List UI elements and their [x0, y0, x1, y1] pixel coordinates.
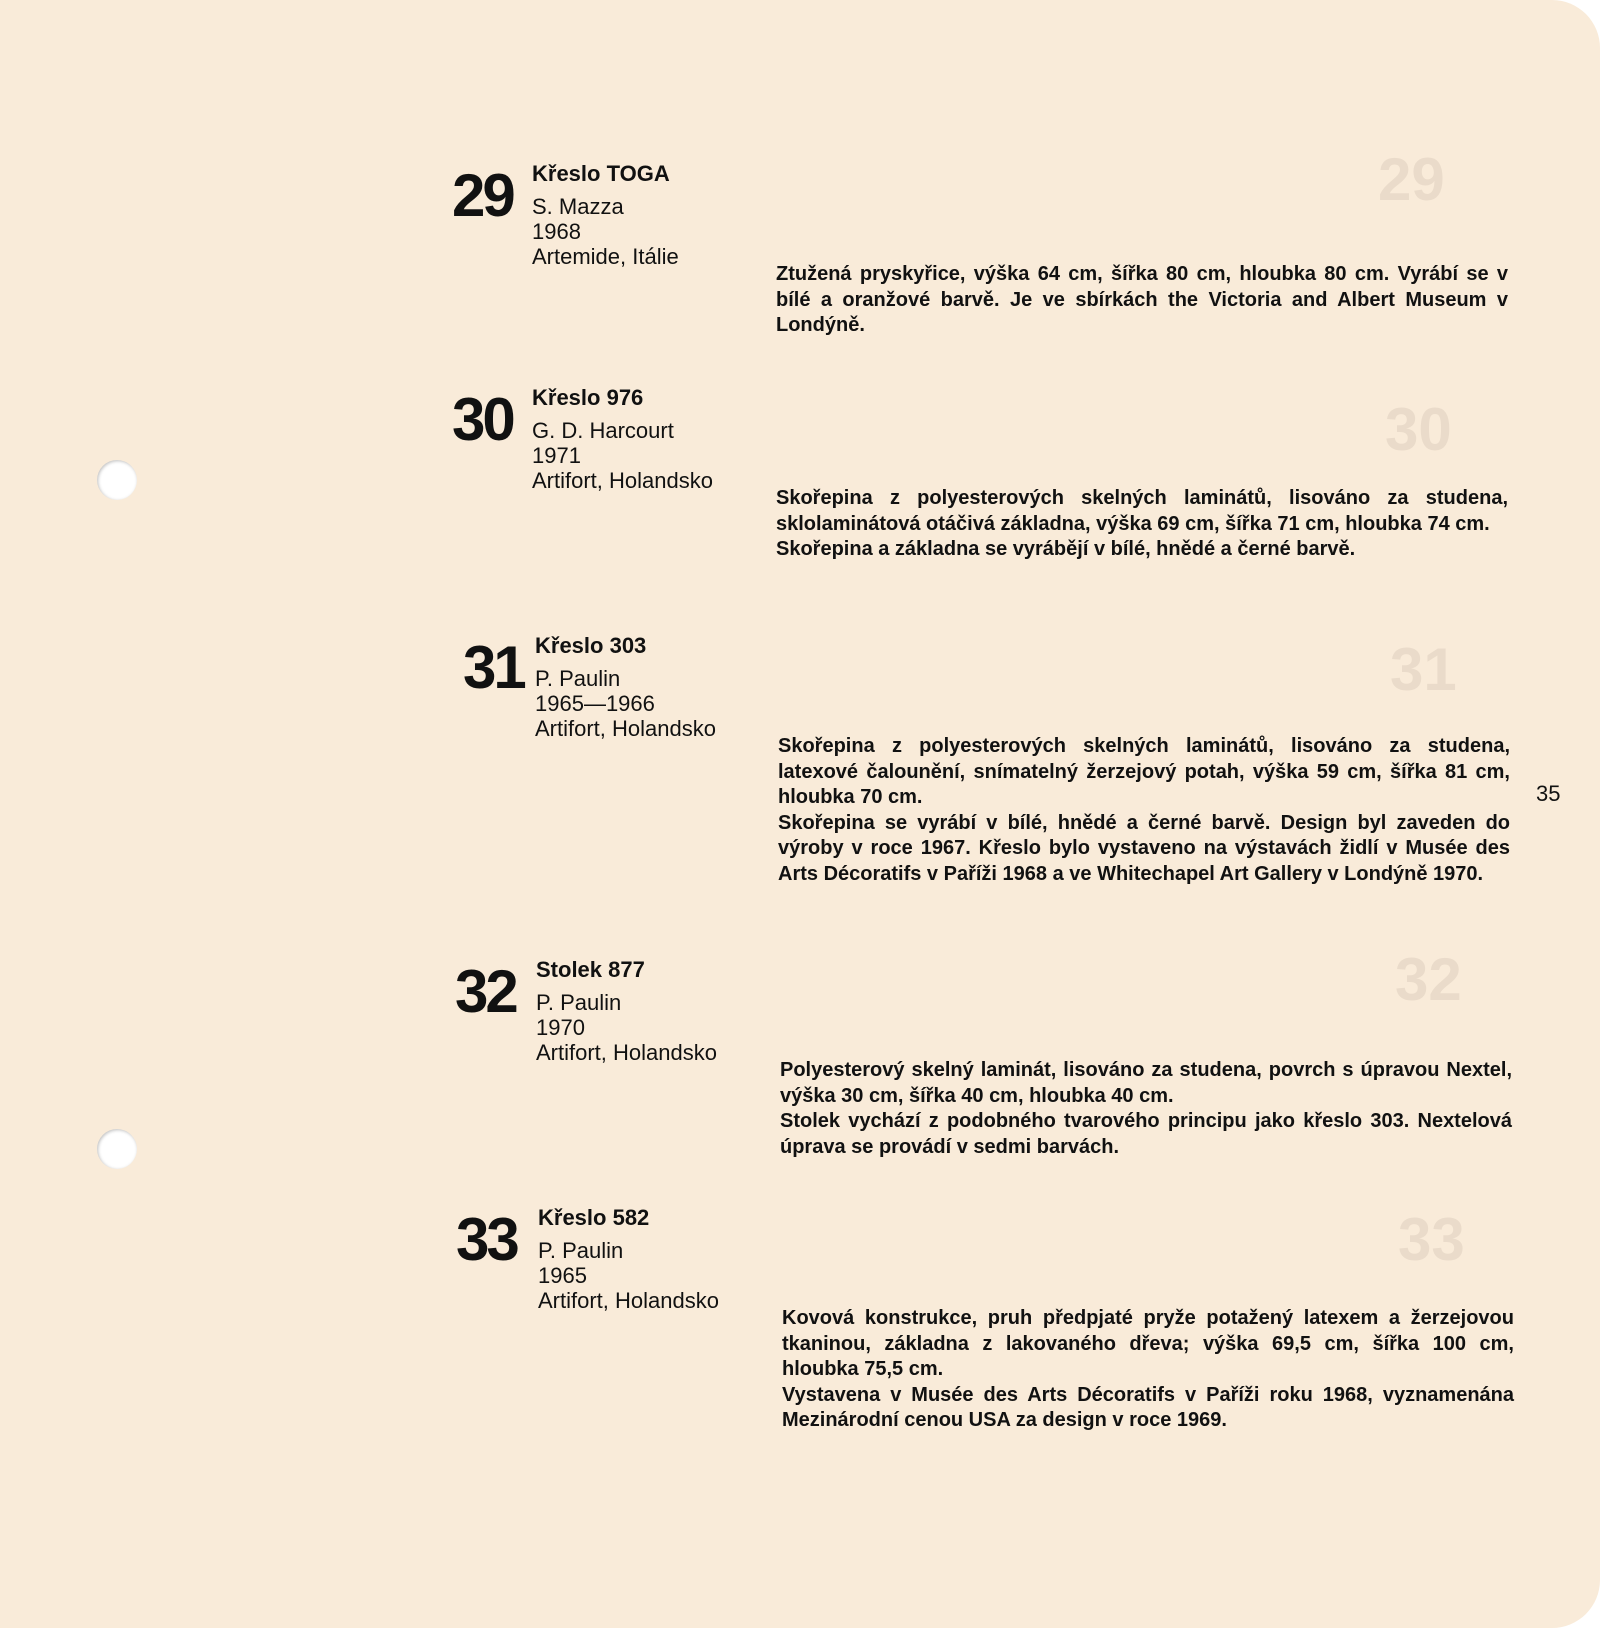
- entry-year: 1968: [532, 219, 581, 244]
- entry-description: [780, 1058, 1512, 1160]
- description-paragraph: Vystavena v Musée des Arts Décoratifs v Paříži roku 1968, vyznamenána Mezinárodní cenou USA za design v roce 1969.: [782, 1383, 1514, 1431]
- entry-designer: P. Paulin: [535, 666, 621, 691]
- entry-description: [778, 734, 1510, 887]
- entry-designer: P. Paulin: [536, 990, 622, 1015]
- description-paragraph: Ztužená pryskyřice, výška 64 cm, šířka 80 cm, hloubka 80 cm. Vyrábí se v bílé a oranžové barvě. Je ve sbírkách the Victoria and Albert Museum v Londýně.: [776, 263, 1508, 336]
- entry-number: 30: [452, 386, 513, 453]
- entry-year: 1970: [536, 1015, 585, 1040]
- entry-number: 29: [452, 162, 513, 229]
- entry-title: Stolek 877: [536, 957, 645, 982]
- description-paragraph: Kovová konstrukce, pruh předpjaté pryže potažený latexem a žerzejovou tkaninou, základna z lakovaného dřeva; výška 69,5 cm, šířka 100 cm, hloubka 75,5 cm.: [782, 1307, 1514, 1380]
- entry-meta: [538, 1204, 798, 1313]
- binder-hole-top: [97, 460, 137, 500]
- binder-hole-bottom: [97, 1129, 137, 1169]
- entry-meta: [532, 384, 792, 493]
- entry-meta: [532, 160, 792, 269]
- description-paragraph: Skořepina se vyrábí v bílé, hnědé a černé barvě. Design byl zaveden do výroby v roce 1967. Křeslo bylo vystaveno na výstavách židlí v Musée des Arts Décoratifs v Paříži 1968 a ve Whitechapel Art Gallery v Londýně 1970.: [778, 811, 1510, 885]
- entry-number: 32: [455, 958, 516, 1025]
- entry-title: Křeslo TOGA: [532, 161, 670, 186]
- entry-designer: S. Mazza: [532, 194, 624, 219]
- entry-number: 31: [463, 634, 524, 701]
- entry-meta: [535, 632, 795, 741]
- entry-maker: Artifort, Holandsko: [535, 716, 716, 741]
- entry-maker: Artifort, Holandsko: [538, 1288, 719, 1313]
- description-paragraph: Skořepina z polyesterových skelných laminátů, lisováno za studena, sklolaminátová otáčivá základna, výška 69 cm, šířka 71 cm, hloubka 74 cm.: [776, 487, 1508, 535]
- description-paragraph: Skořepina a základna se vyrábějí v bílé, hnědé a černé barvě.: [776, 538, 1356, 560]
- entry-maker: Artemide, Itálie: [532, 244, 679, 269]
- entry-year: 1971: [532, 443, 581, 468]
- entry-number: 33: [456, 1206, 517, 1273]
- entry-description: [776, 486, 1508, 563]
- entry-title: Křeslo 303: [535, 633, 647, 658]
- show-through-30: 30: [1385, 396, 1452, 463]
- show-through-29: 29: [1378, 146, 1445, 213]
- entry-description: [776, 262, 1508, 339]
- description-paragraph: Skořepina z polyesterových skelných laminátů, lisováno za studena, latexové čalounění, snímatelný žerzejový potah, výška 59 cm, šířka 81 cm, hloubka 70 cm.: [778, 735, 1510, 808]
- page-number: 35: [1536, 781, 1561, 806]
- description-paragraph: Stolek vychází z podobného tvarového principu jako křeslo 303. Nextelová úprava se provádí v sedmi barvách.: [780, 1110, 1512, 1158]
- show-through-31: 31: [1390, 636, 1457, 703]
- entry-designer: G. D. Harcourt: [532, 418, 674, 443]
- show-through-32: 32: [1395, 946, 1462, 1013]
- entry-title: Křeslo 582: [538, 1205, 650, 1230]
- entry-title: Křeslo 976: [532, 385, 644, 410]
- entry-maker: Artifort, Holandsko: [532, 468, 713, 493]
- entry-maker: Artifort, Holandsko: [536, 1040, 717, 1065]
- entry-description: [782, 1306, 1514, 1434]
- entry-year: 1965: [538, 1263, 587, 1288]
- entry-meta: [536, 956, 796, 1065]
- show-through-33: 33: [1398, 1206, 1465, 1273]
- description-paragraph: Polyesterový skelný laminát, lisováno za studena, povrch s úpravou Nextel, výška 30 cm, šířka 40 cm, hloubka 40 cm.: [780, 1059, 1512, 1107]
- entry-designer: P. Paulin: [538, 1238, 624, 1263]
- entry-year: 1965—1966: [535, 691, 655, 716]
